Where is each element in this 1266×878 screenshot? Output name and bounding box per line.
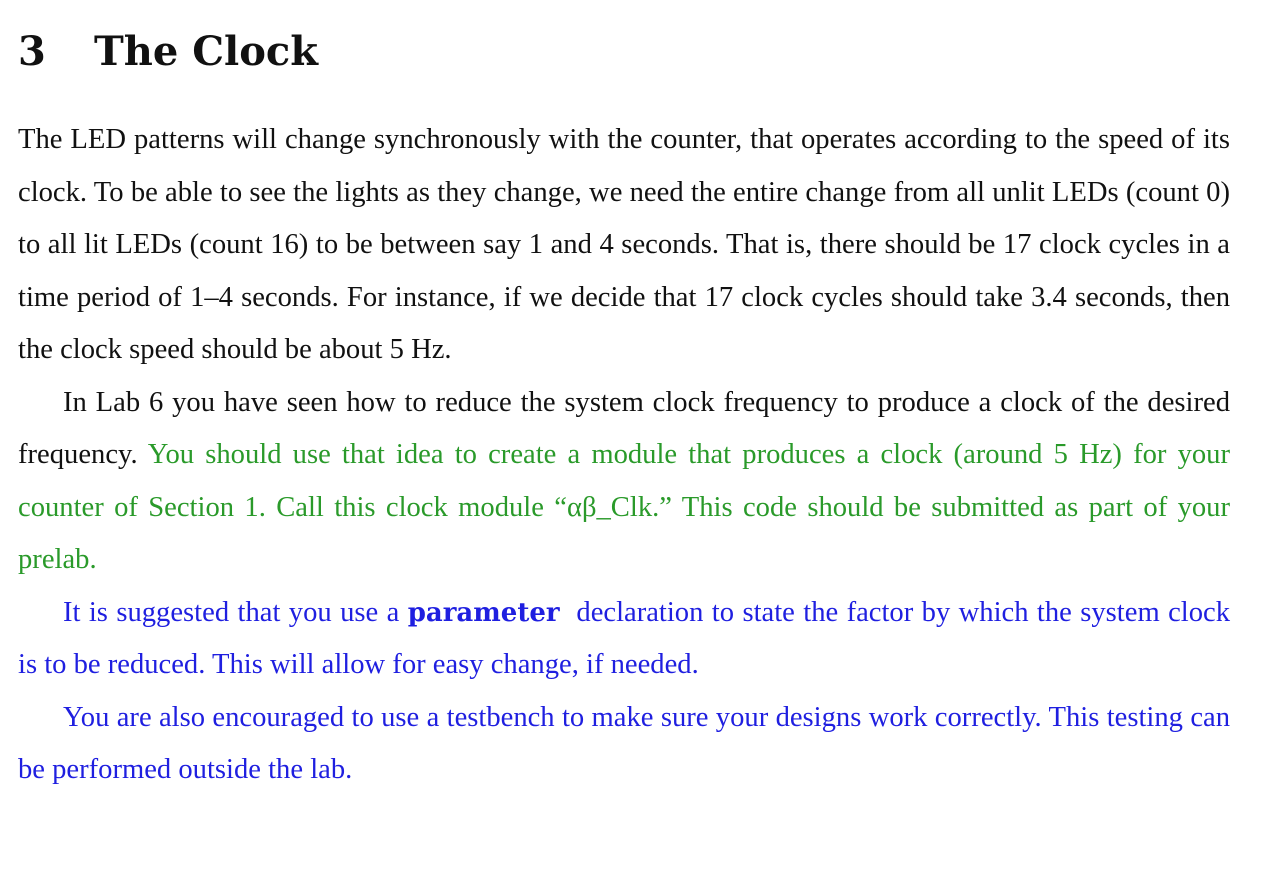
paragraph-parameter	[18, 587, 1230, 692]
parameter-text-before: It is suggested that you use a	[63, 596, 400, 628]
section-body	[18, 114, 1230, 797]
clock-module-instruction: You should use that idea to create a module that produces a clock (around 5 Hz) for your counter of Section 1. Call this clock module “αβ_Clk.” This code should be submitted as part of your prelab.	[18, 439, 1230, 575]
lab6-intro-text: In Lab 6 you have seen how to reduce the system clock frequency to produce a clock of the desired frequency.	[18, 386, 1230, 470]
section-heading	[18, 26, 318, 78]
parameter-text-after: declaration to state the factor by which the system clock is to be reduced. This will allow for easy change, if needed.	[18, 596, 1231, 680]
section-number: 3	[18, 28, 46, 75]
parameter-keyword: parameter	[407, 597, 560, 628]
paragraph-lab6	[18, 377, 1230, 587]
section-title: The Clock	[94, 28, 319, 75]
paragraph-testbench: You are also encouraged to use a testbench to make sure your designs work correctly. This testing can be performed outside the lab.	[18, 701, 1230, 785]
paragraph-led-patterns: The LED patterns will change synchronously with the counter, that operates according to the speed of its clock. To be able to see the lights as they change, we need the entire change from all unlit LEDs (count 0) to all lit LEDs (count 16) to be between say 1 and 4 seconds. That is, there should be 17 clock cycles in a time period of 1–4 seconds. For instance, if we decide that 17 clock cycles should take 3.4 seconds, then the clock speed should be about 5 Hz.	[18, 124, 1230, 365]
